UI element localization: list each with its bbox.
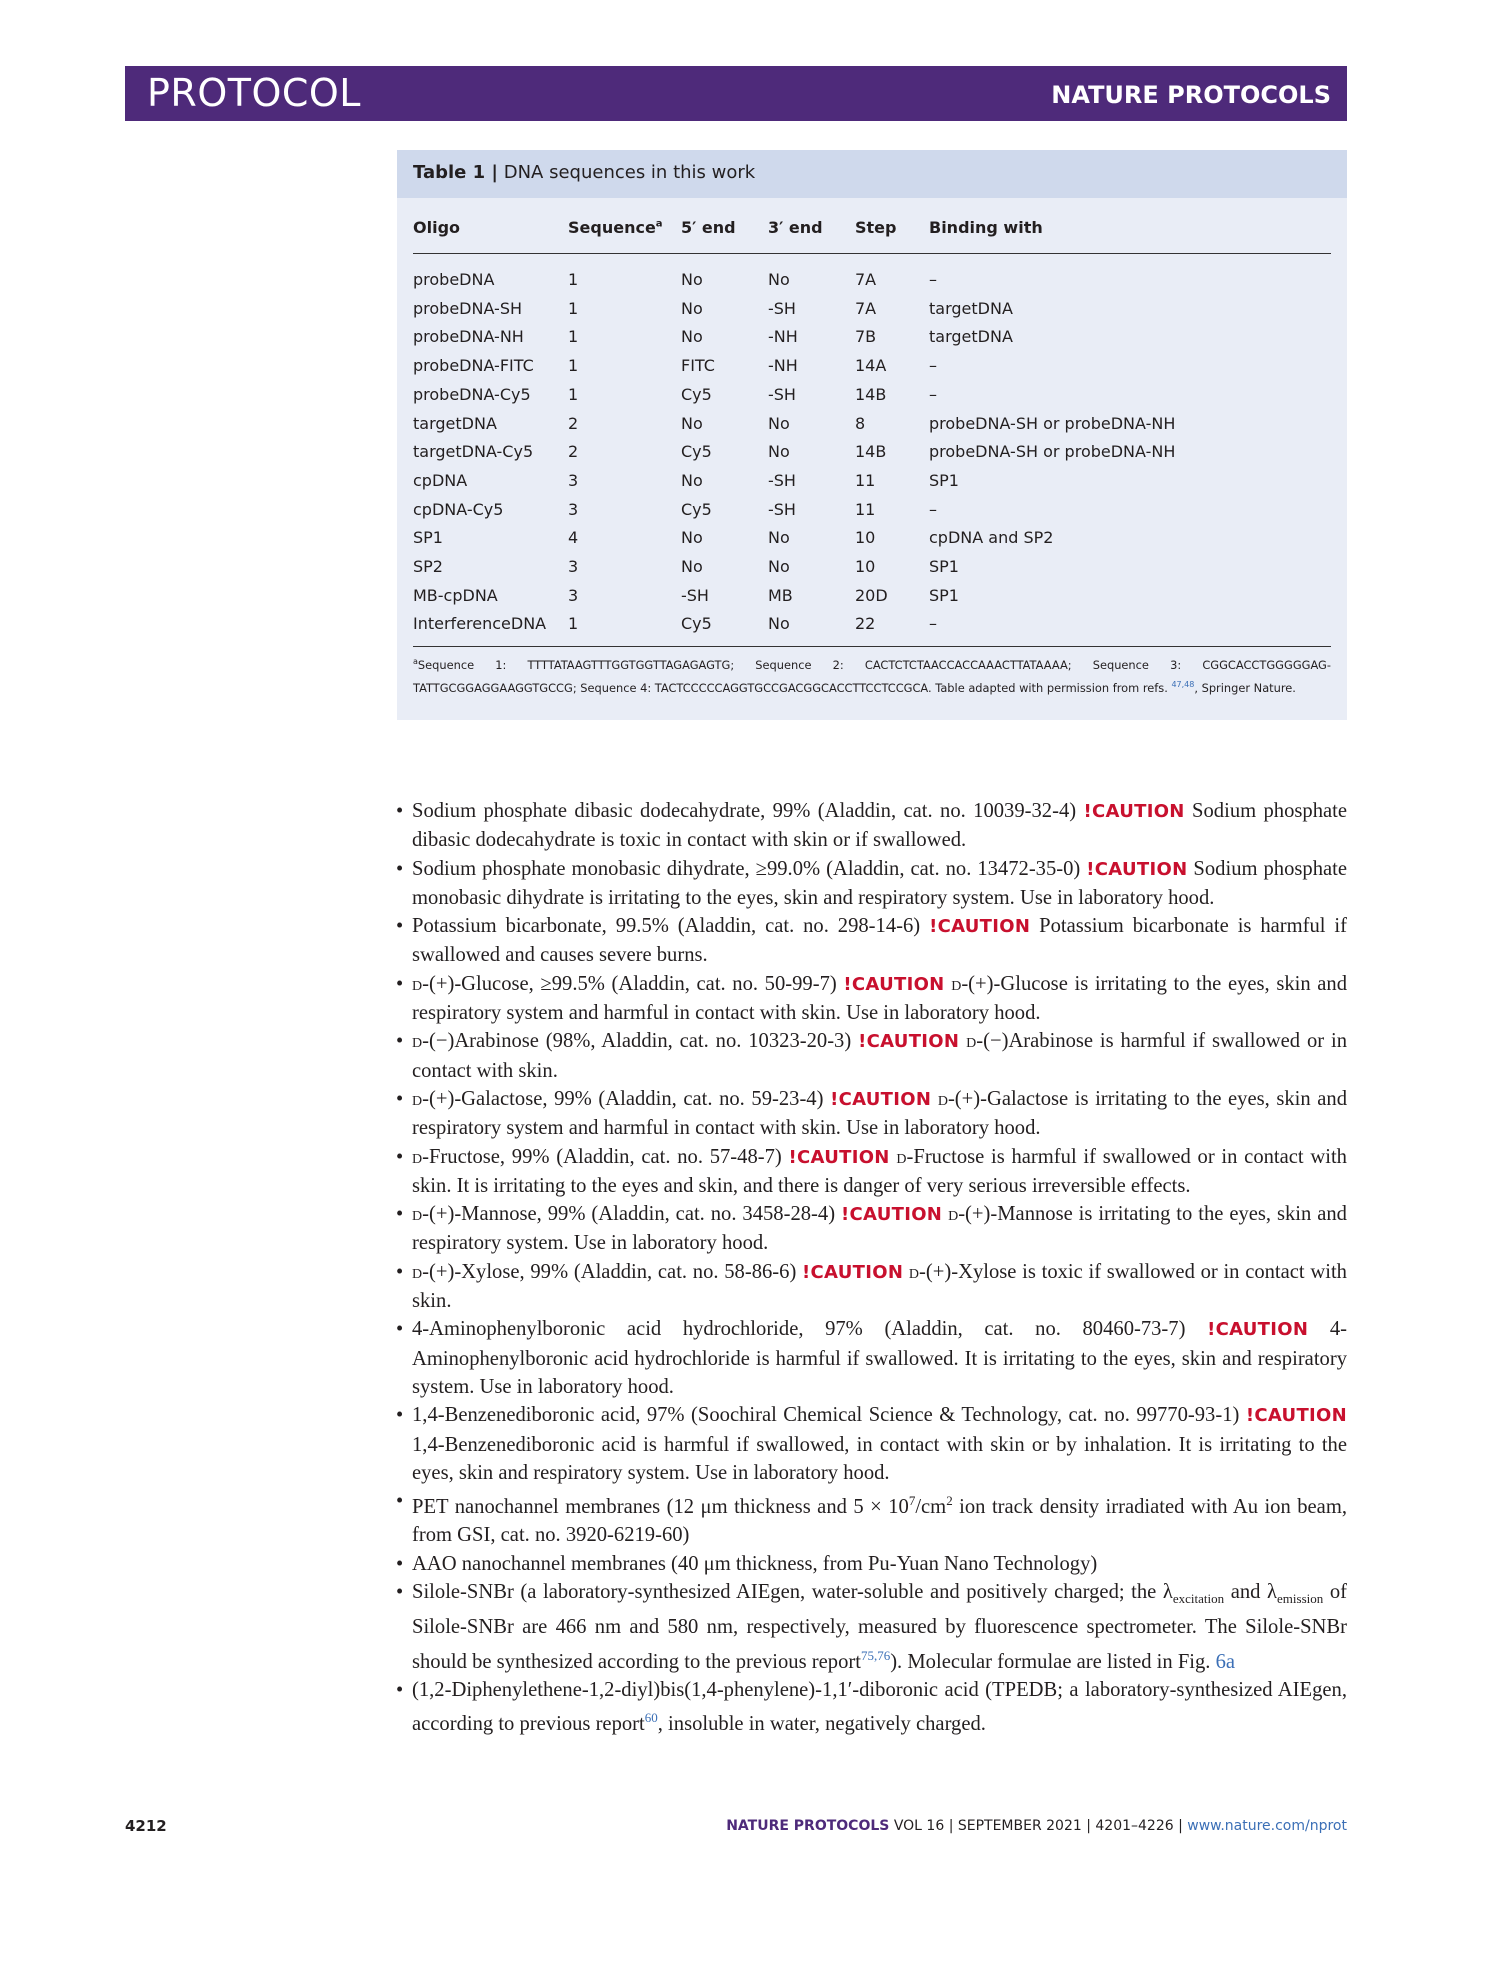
list-item: • d-(+)-Glucose, ≥99.5% (Aladdin, cat. no. 50-99-7) !CAUTION d-(+)-Glucose is irritating to the eyes, skin and respiratory system and harmful in contact with skin. Use in laboratory hood. — [396, 972, 1348, 1025]
table-cell: cpDNA-Cy5 — [413, 499, 504, 519]
caution-label: !CAUTION — [1245, 1405, 1347, 1427]
table-caption — [397, 150, 1347, 198]
table-cell: targetDNA — [929, 298, 1013, 318]
table-cell: SP1 — [929, 557, 959, 576]
table-cell: targetDNA — [413, 413, 497, 433]
table-cell: Cy5 — [681, 614, 712, 634]
table-cell: probeDNA — [413, 270, 495, 289]
table-row — [413, 385, 1331, 413]
caution-label: !CAUTION — [841, 1204, 943, 1226]
table-row — [413, 586, 1331, 614]
list-item: • d-(+)-Mannose, 99% (Aladdin, cat. no. 3458-28-4) !CAUTION d-(+)-Mannose is irritating to the eyes, skin and respiratory system. Use in laboratory hood. — [396, 1203, 1347, 1255]
list-item-tpedb: • (1,2-Diphenylethene-1,2-diyl)bis(1,4-phenylene)-1,1′-diboronic acid (TPEDB; a laboratory-synthesized AIEgen, according to previous report$^{60}$, insoluble in water, negatively charged. — [396, 1678, 1347, 1735]
table-cell: 20D — [855, 585, 888, 605]
footer-journal: NATURE PROTOCOLS — [726, 1818, 890, 1834]
table-header-row — [413, 208, 1331, 244]
table-caption-text: DNA sequences in this work — [503, 162, 756, 183]
table-cell: – — [929, 270, 937, 289]
table-cell: 14B — [855, 442, 887, 462]
caution-label: !CAUTION — [843, 973, 945, 995]
silole-refs[interactable]: 75,76 — [860, 1647, 891, 1663]
table-cell: 4 — [568, 528, 579, 548]
table-cell: probeDNA-SH or probeDNA-NH — [929, 413, 1176, 433]
table-caption-label: Table 1 | — [413, 162, 498, 183]
table-cell: 7A — [855, 270, 877, 289]
table-header-rule — [413, 253, 1331, 254]
list-item: • Potassium bicarbonate, 99.5% (Aladdin, cat. no. 298-14-6) !CAUTION Potassium bicarbonate is harmful if swallowed and causes severe burns. — [396, 915, 1348, 967]
caution-label: !CAUTION — [788, 1146, 890, 1168]
table-cell: probeDNA-SH — [413, 298, 523, 318]
table-cell: 8 — [855, 413, 866, 433]
table-cell: No — [768, 270, 790, 289]
table-cell: 7A — [855, 298, 877, 318]
table-row — [413, 557, 1331, 585]
col-header-step: Step — [855, 218, 897, 237]
table-cell: cpDNA — [413, 470, 468, 490]
table-cell: No — [768, 557, 790, 576]
table-cell: 3 — [568, 557, 579, 576]
caution-label: !CAUTION — [802, 1261, 904, 1283]
table-row — [413, 327, 1331, 355]
caution-label: !CAUTION — [1083, 801, 1185, 822]
table-cell: 3 — [568, 585, 579, 605]
list-item: • d-(−)Arabinose (98%, Aladdin, cat. no. 10323-20-3) !CAUTION d-(−)Arabinose is harmful if swallowed or in contact with skin. — [396, 1030, 1347, 1082]
table-cell: 1 — [568, 298, 579, 318]
list-item: • d-Fructose, 99% (Aladdin, cat. no. 57-48-7) !CAUTION d-Fructose is harmful if swallowed or in contact with skin. It is irritating to the eyes and skin, and there is danger of very serious irreversible effects. — [396, 1145, 1347, 1197]
table-cell: 1 — [568, 384, 579, 404]
list-item: • Sodium phosphate dibasic dodecahydrate, 99% (Aladdin, cat. no. 10039-32-4) !CAUTION Sodium phosphate dibasic dodecahydrate is toxic in contact with skin or if swallowed. — [396, 800, 1348, 852]
caution-label: !CAUTION — [858, 1031, 960, 1053]
table-cell: No — [768, 614, 790, 634]
table-row — [413, 414, 1331, 442]
footer-url[interactable]: www.nature.com/nprot — [1187, 1818, 1347, 1834]
table-row — [413, 500, 1331, 528]
table-cell: -NH — [768, 327, 798, 347]
table-cell: No — [681, 327, 703, 347]
table-cell: No — [681, 298, 703, 318]
table-cell: – — [929, 614, 937, 634]
materials-list — [396, 797, 1347, 1738]
caution-label: !CAUTION — [830, 1088, 932, 1110]
table-cell: SP1 — [929, 470, 959, 490]
col-header-oligo: Oligo — [413, 218, 461, 237]
table-cell: 2 — [568, 442, 579, 462]
table-cell: -NH — [768, 356, 798, 376]
table-cell: -SH — [768, 470, 796, 490]
table-cell: No — [681, 270, 703, 289]
table-cell: – — [929, 384, 937, 404]
table-cell: No — [768, 442, 790, 462]
table-cell: 10 — [855, 528, 876, 548]
table-cell: InterferenceDNA — [413, 614, 547, 634]
table-cell: probeDNA-FITC — [413, 356, 534, 376]
table-cell: Cy5 — [681, 499, 712, 519]
table-cell: -SH — [768, 298, 796, 318]
col-header-binding-with: Binding with — [929, 218, 1043, 237]
footer-info: VOL 16 | SEPTEMBER 2021 | 4201–4226 | — [893, 1818, 1183, 1834]
page-number: 4212 — [125, 1817, 167, 1835]
footnote-refs[interactable]: 47,48 — [1171, 679, 1195, 689]
list-item: • d-(+)-Galactose, 99% (Aladdin, cat. no. 59-23-4) !CAUTION d-(+)-Galactose is irritating to the eyes, skin and respiratory system and harmful in contact with skin. Use in laboratory hood. — [396, 1087, 1348, 1140]
table-cell: targetDNA-Cy5 — [413, 442, 534, 462]
table-cell: -SH — [768, 384, 796, 404]
table-bottom-rule — [413, 646, 1331, 647]
header-section-label: PROTOCOL — [147, 71, 361, 115]
header-journal-name: NATURE PROTOCOLS — [1051, 81, 1331, 109]
table-cell: Cy5 — [681, 384, 712, 404]
caution-label: !CAUTION — [929, 916, 1031, 938]
table-cell: No — [681, 528, 703, 548]
table-cell: – — [929, 499, 937, 519]
col-header-sequence: Sequence$^a$ — [568, 218, 663, 237]
table-row — [413, 471, 1331, 499]
table-row — [413, 356, 1331, 384]
table-cell: 14A — [855, 356, 887, 376]
table-cell: 2 — [568, 413, 579, 433]
table-cell: 1 — [568, 614, 579, 634]
table-cell: 1 — [568, 270, 579, 289]
table-cell: 7B — [855, 327, 877, 347]
table-cell: probeDNA-SH or probeDNA-NH — [929, 442, 1176, 462]
table-row — [413, 442, 1331, 470]
fig-link[interactable]: 6a — [1215, 1650, 1236, 1673]
table-row — [413, 299, 1331, 327]
table-cell: No — [681, 413, 703, 433]
table-footnote: $^a$Sequence 1: TTTTATAAGTTTGGTGGTTAGAGAGTG; Sequence 2: CACTCTCTAACCACCAAACTTATAAAA; Sequence 3: CGGCACCTGGGGGAG-TATTGCGGAGGAAGGTGCCG; Sequence 4: TACTCCCCCAGGTGCCGACGGCACCTTCCTCCGCA. Table adapted with permission from refs. $^{47,48}$, Springer Nature. — [413, 657, 1331, 695]
table-cell: 14B — [855, 384, 887, 404]
list-item-pet: • PET nanochannel membranes (12 μm thickness and $5 \times 10^7/cm^2$ ion track density irradiated with Au ion beam, from GSI, cat. no. 3920-6219-60) — [396, 1490, 1347, 1547]
table-cell: -SH — [768, 499, 796, 519]
table-cell: FITC — [681, 356, 715, 376]
table-cell: 11 — [855, 499, 876, 519]
table-cell: 1 — [568, 356, 579, 376]
table-cell: Cy5 — [681, 442, 712, 462]
table-cell: No — [768, 413, 790, 433]
table-cell: 22 — [855, 614, 876, 634]
table-cell: 3 — [568, 499, 579, 519]
table-cell: No — [768, 528, 790, 548]
list-item: • Sodium phosphate monobasic dihydrate, ≥99.0% (Aladdin, cat. no. 13472-35-0) !CAUTION Sodium phosphate monobasic dihydrate is irritating to the eyes, skin and respiratory system. Use in laboratory hood. — [396, 857, 1347, 909]
table-1 — [397, 150, 1347, 720]
caution-label: !CAUTION — [1086, 858, 1188, 880]
table-cell: MB-cpDNA — [413, 585, 498, 605]
list-item: • 4-Aminophenylboronic acid hydrochloride, 97% (Aladdin, cat. no. 80460-73-7) !CAUTION 4-Aminophenylboronic acid hydrochloride is harmful if swallowed. It is irritating to the eyes, skin and respiratory system. Use in laboratory hood. — [396, 1318, 1347, 1398]
table-cell: No — [681, 470, 703, 490]
list-item-aao: • AAO nanochannel membranes (40 μm thickness, from Pu-Yuan Nano Technology) — [396, 1552, 1098, 1575]
table-cell: 1 — [568, 327, 579, 347]
table-cell: probeDNA-Cy5 — [413, 384, 531, 404]
table-cell: cpDNA and SP2 — [929, 528, 1054, 548]
tpedb-ref[interactable]: 60 — [644, 1710, 658, 1726]
caution-label: !CAUTION — [1207, 1319, 1309, 1341]
header-bar — [125, 66, 1347, 121]
table-row — [413, 528, 1331, 556]
table-cell: 10 — [855, 557, 876, 576]
table-row — [413, 270, 1331, 298]
table-cell: 11 — [855, 470, 876, 490]
table-cell: – — [929, 356, 937, 376]
table-cell: targetDNA — [929, 327, 1013, 347]
table-cell: SP2 — [413, 557, 443, 576]
list-item-silole: • Silole-SNBr (a laboratory-synthesized AIEgen, water-soluble and positively charged; the $\lambda_{excitation}$ and $\lambda_{emission}$ of Silole-SNBr are 466 nm and 580 nm, respectively, measured by fluorescence spectrometer. The Silole-SNBr should be synthesized according to the previous report$^{75,76}$). Molecular formulae are listed in Fig. 6a — [396, 1580, 1347, 1673]
table-cell: No — [681, 557, 703, 576]
col-header-5-end: 5′ end — [681, 218, 736, 237]
table-cell: probeDNA-NH — [413, 327, 524, 347]
table-cell: 3 — [568, 470, 579, 490]
table-cell: SP1 — [929, 585, 959, 605]
table-cell: MB — [768, 585, 793, 605]
list-item: • 1,4-Benzenediboronic acid, 97% (Soochiral Chemical Science & Technology, cat. no. 99770-93-1) !CAUTION 1,4-Benzenediboronic acid is harmful if swallowed, in contact with skin or by inhalation. It is irritating to the eyes, skin and respiratory system. Use in laboratory hood. — [396, 1404, 1347, 1484]
list-item: • d-(+)-Xylose, 99% (Aladdin, cat. no. 58-86-6) !CAUTION d-(+)-Xylose is toxic if swallowed or in contact with skin. — [396, 1260, 1347, 1313]
col-header-3-end: 3′ end — [768, 218, 823, 237]
table-cell: -SH — [681, 585, 709, 605]
table-row — [413, 614, 1331, 642]
table-cell: SP1 — [413, 528, 443, 548]
footer-citation — [726, 1818, 1347, 1834]
